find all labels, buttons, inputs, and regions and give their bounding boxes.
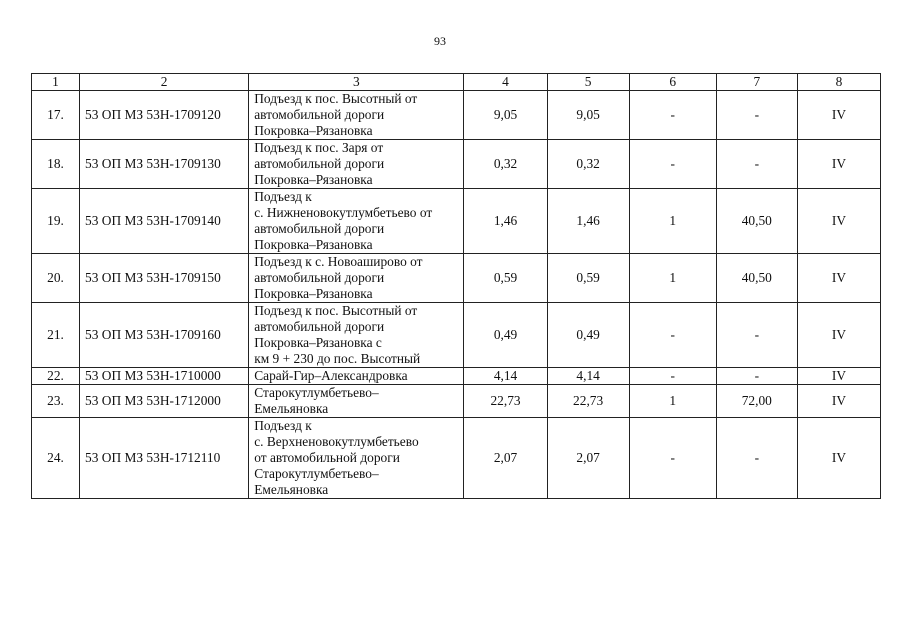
value-col-7: - [716,368,797,385]
value-col-4: 4,14 [464,368,547,385]
road-name-line: автомобильной дороги [254,221,385,236]
road-name-line: Емельяновка [254,482,329,497]
road-name-line: автомобильной дороги [254,270,385,285]
value-col-5: 0,32 [547,140,629,189]
table-row [32,91,881,140]
road-category: IV [797,303,880,368]
value-col-7: 40,50 [716,189,797,254]
road-id: 53 ОП МЗ 53Н-1709160 [80,303,249,368]
road-id: 53 ОП МЗ 53Н-1710000 [80,368,249,385]
value-col-5: 0,59 [547,254,629,303]
value-col-7: - [716,91,797,140]
road-name [249,254,464,303]
road-name-line: Покровка–Рязановка [254,237,373,252]
value-col-4: 1,46 [464,189,547,254]
road-category: IV [797,140,880,189]
value-col-6: 1 [629,189,716,254]
value-col-6: - [629,91,716,140]
road-id: 53 ОП МЗ 53Н-1709120 [80,91,249,140]
road-name-line: Подъезд к [254,418,312,433]
value-col-4: 0,59 [464,254,547,303]
road-category: IV [797,385,880,418]
value-col-7: 72,00 [716,385,797,418]
value-col-6: - [629,140,716,189]
road-name-line: Сарай-Гир–Александровка [254,368,408,383]
value-col-4: 0,49 [464,303,547,368]
road-name-line: Покровка–Рязановка [254,286,373,301]
road-name [249,189,464,254]
road-name-line: км 9 + 230 до пос. Высотный [254,351,421,366]
value-col-7: - [716,140,797,189]
road-id: 53 ОП МЗ 53Н-1712000 [80,385,249,418]
value-col-6: - [629,368,716,385]
road-id: 53 ОП МЗ 53Н-1709130 [80,140,249,189]
road-name-line: Подъезд к с. Новоаширово от [254,254,423,269]
value-col-4: 9,05 [464,91,547,140]
column-header: 2 [80,74,249,91]
table-row [32,368,881,385]
row-number: 21. [32,303,80,368]
page-number: 93 [434,34,446,48]
row-number: 20. [32,254,80,303]
value-col-5: 1,46 [547,189,629,254]
road-name-line: Подъезд к пос. Высотный от [254,303,418,318]
row-number: 18. [32,140,80,189]
table-row [32,385,881,418]
road-name-line: Подъезд к пос. Заря от [254,140,384,155]
road-name-line: Подъезд к пос. Высотный от [254,91,418,106]
road-name-line: Покровка–Рязановка [254,172,373,187]
road-name-line: от автомобильной дороги [254,450,400,465]
value-col-4: 2,07 [464,418,547,499]
road-name-line: Старокутлумбетьево– [254,466,379,481]
value-col-5: 0,49 [547,303,629,368]
row-number: 24. [32,418,80,499]
column-header: 3 [249,74,464,91]
value-col-6: 1 [629,385,716,418]
road-category: IV [797,418,880,499]
table-row [32,189,881,254]
road-id: 53 ОП МЗ 53Н-1709150 [80,254,249,303]
road-name [249,303,464,368]
road-name-line: Подъезд к [254,189,312,204]
road-name [249,140,464,189]
road-name [249,418,464,499]
table-row [32,303,881,368]
road-name-line: автомобильной дороги [254,107,385,122]
column-header: 6 [629,74,716,91]
header-row [32,74,881,91]
road-category: IV [797,254,880,303]
road-id: 53 ОП МЗ 53Н-1712110 [80,418,249,499]
row-number: 23. [32,385,80,418]
road-name-line: Покровка–Рязановка с [254,335,382,350]
value-col-4: 22,73 [464,385,547,418]
value-col-6: 1 [629,254,716,303]
column-header: 8 [797,74,880,91]
value-col-5: 4,14 [547,368,629,385]
table-row [32,418,881,499]
column-header: 7 [716,74,797,91]
value-col-4: 0,32 [464,140,547,189]
value-col-6: - [629,418,716,499]
road-category: IV [797,368,880,385]
road-registry-table [31,73,881,499]
row-number: 17. [32,91,80,140]
road-name-line: автомобильной дороги [254,156,385,171]
road-id: 53 ОП МЗ 53Н-1709140 [80,189,249,254]
road-category: IV [797,189,880,254]
road-category: IV [797,91,880,140]
road-name-line: с. Верхненовокутлумбетьево [254,434,419,449]
road-name-line: с. Нижненовокутлумбетьево от [254,205,433,220]
road-name [249,91,464,140]
value-col-7: 40,50 [716,254,797,303]
column-header: 1 [32,74,80,91]
table-row [32,140,881,189]
value-col-5: 22,73 [547,385,629,418]
value-col-7: - [716,418,797,499]
value-col-5: 9,05 [547,91,629,140]
column-header: 4 [464,74,547,91]
value-col-5: 2,07 [547,418,629,499]
row-number: 19. [32,189,80,254]
road-name-line: Старокутлумбетьево– [254,385,379,400]
row-number: 22. [32,368,80,385]
column-header: 5 [547,74,629,91]
table-row [32,254,881,303]
road-name-line: Емельяновка [254,401,329,416]
value-col-6: - [629,303,716,368]
road-name-line: автомобильной дороги [254,319,385,334]
road-name [249,368,464,385]
value-col-7: - [716,303,797,368]
road-name [249,385,464,418]
road-name-line: Покровка–Рязановка [254,123,373,138]
